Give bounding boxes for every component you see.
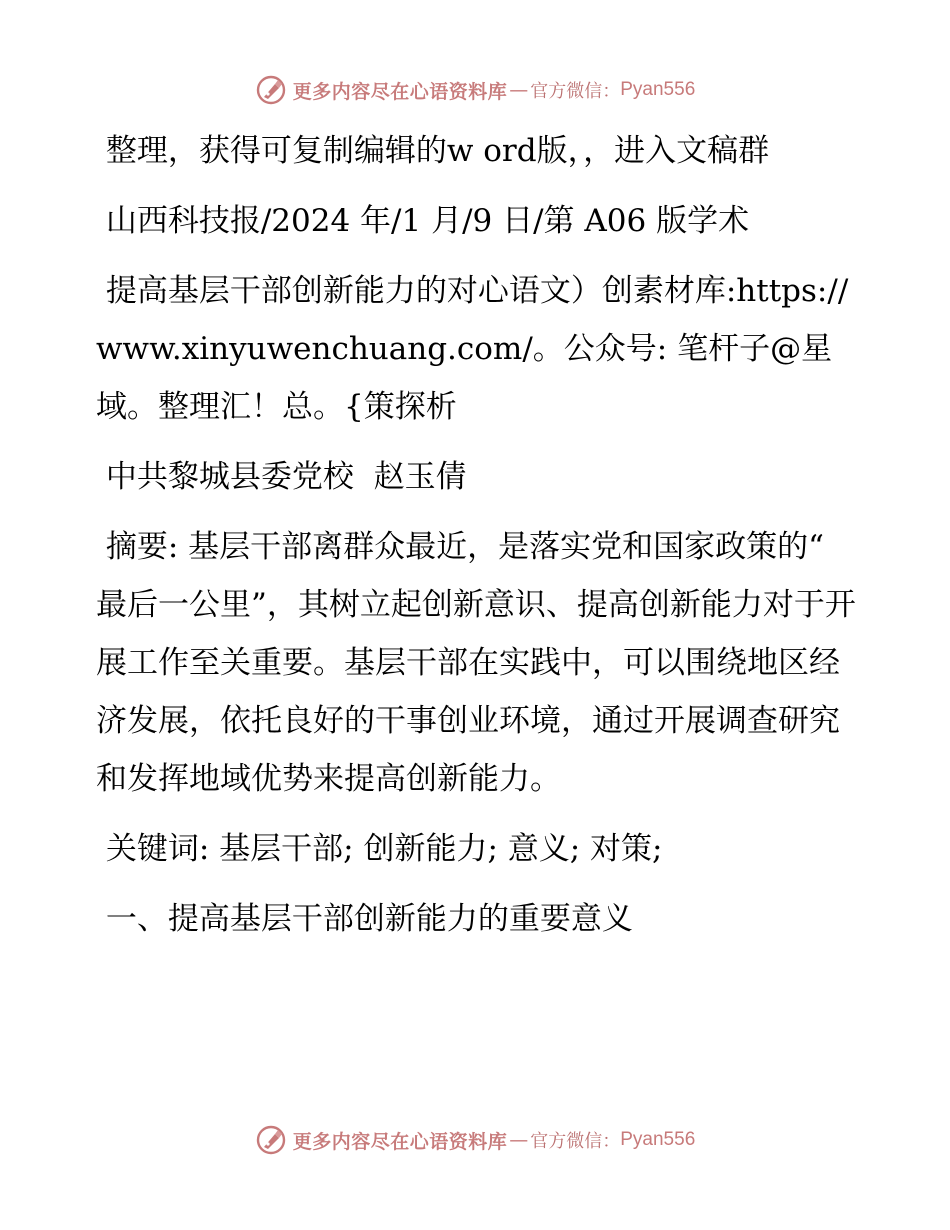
article-title: 提高基层干部创新能力的对心语文）创素材库:https://www.xinyuwenchuang.com/。公众号: 笔杆子@星域。整理汇！总。{策探析 <box>96 273 849 425</box>
header-watermark-wechat-label: 官方微信： <box>530 81 621 102</box>
pen-nib-logo-icon <box>255 74 287 106</box>
intro-paragraph: 整理，获得可复制编辑的w ord版，，进入文稿群 <box>96 133 770 169</box>
footer-watermark <box>255 1124 696 1156</box>
author-line: 中共黎城县委党校 赵玉倩 <box>96 459 467 495</box>
header-watermark-wechat-id: Pyan556 <box>620 79 696 100</box>
footer-watermark-banner <box>0 1120 950 1160</box>
footer-watermark-wechat-id: Pyan556 <box>620 1129 696 1150</box>
document-body <box>96 122 856 948</box>
header-watermark-title: 更多内容尽在心语资料库 <box>292 80 508 103</box>
header-watermark-dash: — <box>509 79 529 101</box>
footer-watermark-title: 更多内容尽在心语资料库 <box>292 1130 508 1153</box>
keywords-line: 关键词: 基层干部; 创新能力; 意义; 对策; <box>96 831 663 867</box>
footer-watermark-wechat-label: 官方微信： <box>530 1131 621 1152</box>
abstract-paragraph: 摘要: 基层干部离群众最近，是落实党和国家政策的“ 最后一公里”，其树立起创新意识、提高创新能力对于开展工作至关重要。基层干部在实践中，可以围绕地区经济发展，依托良好的干事创业环境，通过开展调查研究和发挥地域优势来提高创新能力。 <box>96 529 856 797</box>
section-heading: 一、提高基层干部创新能力的重要意义 <box>96 901 633 937</box>
footer-watermark-dash: — <box>509 1129 529 1151</box>
source-citation: 山西科技报/2024 年/1 月/9 日/第 A06 版学术 <box>96 203 750 239</box>
pen-nib-logo-icon <box>255 1124 287 1156</box>
header-watermark <box>255 74 696 106</box>
header-watermark-banner <box>0 70 950 110</box>
